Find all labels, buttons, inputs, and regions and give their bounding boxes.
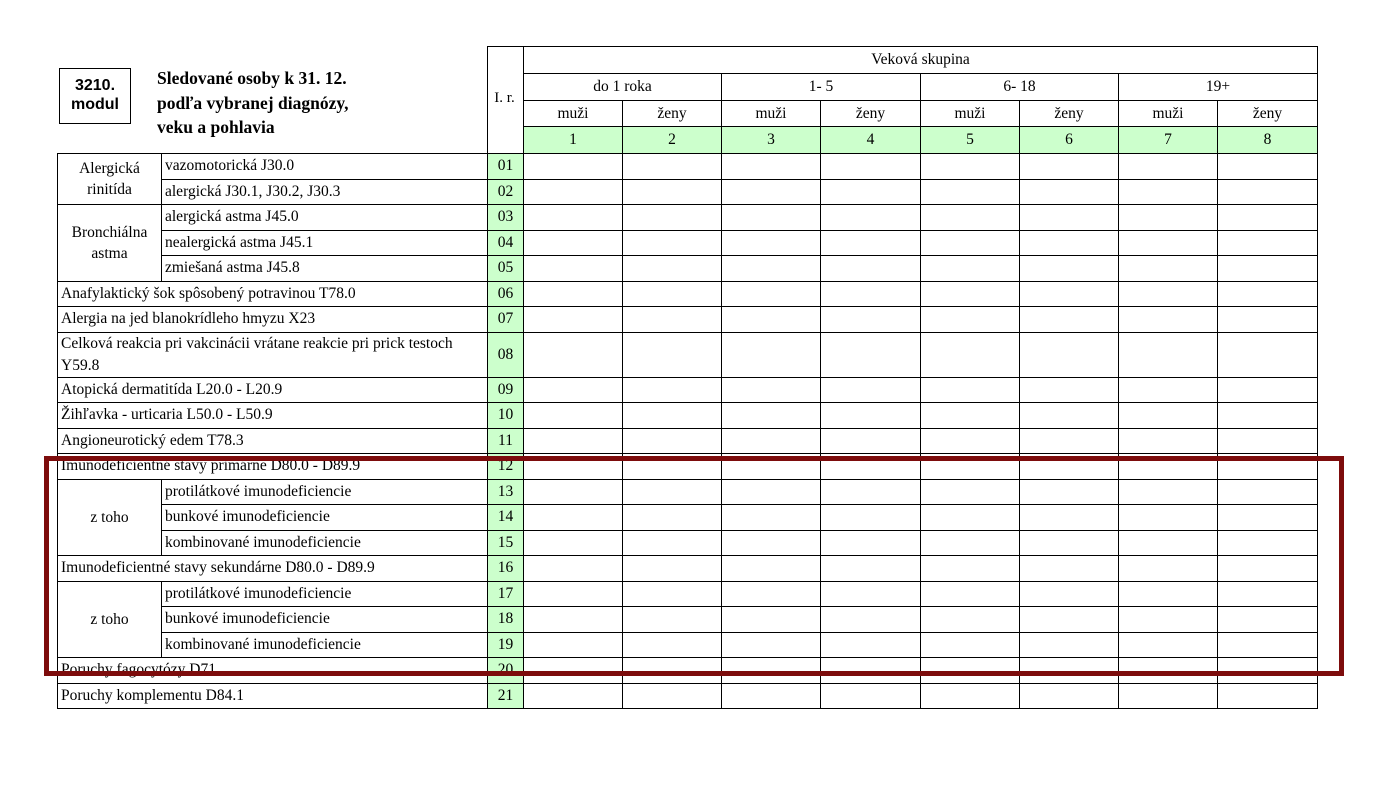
group-z-toho-secondary: z toho [58,581,162,658]
data-cell-col-6[interactable] [1020,632,1119,658]
data-cell-col-1[interactable] [524,479,623,505]
age-group-4: 19+ [1119,74,1318,101]
data-cell-col-7[interactable] [1119,581,1218,607]
module-number: 3210. [74,77,116,94]
data-cell-col-6[interactable] [1020,179,1119,205]
data-cell-col-1[interactable] [524,530,623,556]
data-cell-col-4[interactable] [821,581,921,607]
data-cell-col-4[interactable] [821,179,921,205]
data-cell-col-3[interactable] [722,377,821,403]
data-cell-col-1[interactable] [524,581,623,607]
data-cell-col-2[interactable] [623,505,722,531]
column-number-4: 4 [821,127,921,154]
row-label: bunkové imunodeficiencie [162,505,488,531]
data-cell-col-6[interactable] [1020,556,1119,582]
data-cell-col-3[interactable] [722,454,821,480]
data-cell-col-8[interactable] [1218,581,1318,607]
data-cell-col-5[interactable] [921,505,1020,531]
data-cell-col-7[interactable] [1119,332,1218,377]
data-cell-col-8[interactable] [1218,332,1318,377]
sex-label-3: muži [722,101,821,127]
data-cell-col-7[interactable] [1119,505,1218,531]
sex-label-8: ženy [1218,101,1318,127]
data-cell-col-8[interactable] [1218,256,1318,282]
data-cell-col-3[interactable] [722,632,821,658]
data-cell-col-6[interactable] [1020,683,1119,709]
data-cell-col-2[interactable] [623,658,722,684]
row-number: 14 [488,505,524,531]
data-cell-col-3[interactable] [722,556,821,582]
data-cell-col-4[interactable] [821,479,921,505]
data-cell-col-7[interactable] [1119,658,1218,684]
age-group-2: 1- 5 [722,74,921,101]
data-cell-col-8[interactable] [1218,403,1318,429]
data-cell-col-2[interactable] [623,256,722,282]
data-cell-col-3[interactable] [722,530,821,556]
data-cell-col-5[interactable] [921,607,1020,633]
data-cell-col-1[interactable] [524,505,623,531]
data-cell-col-8[interactable] [1218,179,1318,205]
data-cell-col-5[interactable] [921,428,1020,454]
title-line-1: Sledované osoby k 31. 12. [157,68,347,88]
data-cell-col-5[interactable] [921,179,1020,205]
data-cell-col-3[interactable] [722,581,821,607]
data-cell-col-4[interactable] [821,658,921,684]
data-cell-col-6[interactable] [1020,607,1119,633]
data-cell-col-1[interactable] [524,632,623,658]
row-number: 01 [488,154,524,180]
row-label: Atopická dermatitída L20.0 - L20.9 [58,377,488,403]
data-cell-col-3[interactable] [722,479,821,505]
data-cell-col-3[interactable] [722,505,821,531]
data-cell-col-1[interactable] [524,607,623,633]
data-cell-col-6[interactable] [1020,332,1119,377]
data-cell-col-5[interactable] [921,377,1020,403]
row-label: nealergická astma J45.1 [162,230,488,256]
row-number: 07 [488,307,524,333]
data-cell-col-8[interactable] [1218,683,1318,709]
row-number: 17 [488,581,524,607]
data-cell-col-5[interactable] [921,205,1020,231]
sex-label-2: ženy [623,101,722,127]
row-label: Imunodeficientné stavy sekundárne D80.0 - D89.9 [58,556,488,582]
data-cell-col-1[interactable] [524,428,623,454]
row-number: 06 [488,281,524,307]
row-label: Poruchy fagocytózy D71 [58,658,488,684]
data-cell-col-8[interactable] [1218,632,1318,658]
sex-label-6: ženy [1020,101,1119,127]
group-bronchialna-astma: Bronchiálna astma [58,205,162,282]
data-cell-col-7[interactable] [1119,632,1218,658]
data-cell-col-2[interactable] [623,479,722,505]
row-label: Žihľavka - urticaria L50.0 - L50.9 [58,403,488,429]
row-label: Alergia na jed blanokrídleho hmyzu X23 [58,307,488,333]
data-cell-col-5[interactable] [921,581,1020,607]
data-cell-col-7[interactable] [1119,154,1218,180]
data-cell-col-4[interactable] [821,530,921,556]
row-label: Anafylaktický šok spôsobený potravinou T78.0 [58,281,488,307]
data-cell-col-3[interactable] [722,256,821,282]
column-number-3: 3 [722,127,821,154]
data-cell-col-6[interactable] [1020,530,1119,556]
data-cell-col-1[interactable] [524,205,623,231]
data-cell-col-6[interactable] [1020,479,1119,505]
data-cell-col-4[interactable] [821,454,921,480]
data-cell-col-5[interactable] [921,256,1020,282]
data-cell-col-3[interactable] [722,154,821,180]
column-number-6: 6 [1020,127,1119,154]
row-number: 10 [488,403,524,429]
row-number: 03 [488,205,524,231]
column-number-8: 8 [1218,127,1318,154]
data-cell-col-8[interactable] [1218,154,1318,180]
row-label: Poruchy komplementu D84.1 [58,683,488,709]
row-label: kombinované imunodeficiencie [162,530,488,556]
data-cell-col-7[interactable] [1119,454,1218,480]
data-cell-col-7[interactable] [1119,307,1218,333]
row-label: Celková reakcia pri vakcinácii vrátane reakcie pri prick testoch Y59.8 [58,332,488,377]
data-cell-col-5[interactable] [921,530,1020,556]
data-cell-col-5[interactable] [921,307,1020,333]
row-number: 02 [488,179,524,205]
row-number: 08 [488,332,524,377]
group-z-toho-primary: z toho [58,479,162,556]
data-cell-col-1[interactable] [524,658,623,684]
row-label: alergická J30.1, J30.2, J30.3 [162,179,488,205]
data-cell-col-2[interactable] [623,205,722,231]
row-number: 04 [488,230,524,256]
data-cell-col-2[interactable] [623,530,722,556]
data-cell-col-8[interactable] [1218,556,1318,582]
data-cell-col-2[interactable] [623,428,722,454]
data-cell-col-1[interactable] [524,307,623,333]
row-label: protilátkové imunodeficiencie [162,581,488,607]
data-cell-col-4[interactable] [821,556,921,582]
data-cell-col-3[interactable] [722,230,821,256]
sex-label-4: ženy [821,101,921,127]
column-number-2: 2 [623,127,722,154]
row-label: Imunodeficientné stavy primárne D80.0 - D89.9 [58,454,488,480]
data-cell-col-1[interactable] [524,377,623,403]
data-cell-col-2[interactable] [623,230,722,256]
data-cell-col-8[interactable] [1218,658,1318,684]
data-cell-col-1[interactable] [524,230,623,256]
data-cell-col-3[interactable] [722,205,821,231]
data-cell-col-5[interactable] [921,281,1020,307]
data-cell-col-5[interactable] [921,683,1020,709]
row-label: kombinované imunodeficiencie [162,632,488,658]
data-cell-col-6[interactable] [1020,154,1119,180]
data-cell-col-2[interactable] [623,556,722,582]
data-cell-col-5[interactable] [921,632,1020,658]
header-blank [58,101,488,127]
data-cell-col-1[interactable] [524,154,623,180]
row-number-header-cell [488,47,524,154]
data-cell-col-4[interactable] [821,505,921,531]
data-cell-col-7[interactable] [1119,556,1218,582]
data-cell-col-5[interactable] [921,154,1020,180]
row-label: vazomotorická J30.0 [162,154,488,180]
row-label: Angioneurotický edem T78.3 [58,428,488,454]
data-cell-col-2[interactable] [623,179,722,205]
module-label: modul [71,96,119,113]
column-number-5: 5 [921,127,1020,154]
row-number: 19 [488,632,524,658]
data-cell-col-6[interactable] [1020,205,1119,231]
data-cell-col-6[interactable] [1020,454,1119,480]
data-cell-col-5[interactable] [921,332,1020,377]
data-cell-col-1[interactable] [524,556,623,582]
data-cell-col-5[interactable] [921,454,1020,480]
data-cell-col-8[interactable] [1218,205,1318,231]
data-cell-col-4[interactable] [821,377,921,403]
data-cell-col-2[interactable] [623,454,722,480]
row-label: protilátkové imunodeficiencie [162,479,488,505]
data-cell-col-2[interactable] [623,403,722,429]
data-cell-col-4[interactable] [821,632,921,658]
data-cell-col-2[interactable] [623,307,722,333]
data-cell-col-2[interactable] [623,332,722,377]
column-number-1: 1 [524,127,623,154]
data-cell-col-8[interactable] [1218,307,1318,333]
data-cell-col-6[interactable] [1020,256,1119,282]
data-cell-col-7[interactable] [1119,230,1218,256]
data-cell-col-8[interactable] [1218,377,1318,403]
row-number: 16 [488,556,524,582]
data-cell-col-7[interactable] [1119,530,1218,556]
data-cell-col-8[interactable] [1218,530,1318,556]
data-cell-col-5[interactable] [921,479,1020,505]
data-cell-col-5[interactable] [921,230,1020,256]
row-number-header: I. r. [494,90,515,106]
sex-label-5: muži [921,101,1020,127]
data-cell-col-7[interactable] [1119,179,1218,205]
data-cell-col-4[interactable] [821,230,921,256]
data-cell-col-6[interactable] [1020,505,1119,531]
data-cell-col-2[interactable] [623,632,722,658]
row-number: 05 [488,256,524,282]
data-cell-col-2[interactable] [623,154,722,180]
data-cell-col-2[interactable] [623,607,722,633]
data-cell-col-2[interactable] [623,581,722,607]
data-cell-col-7[interactable] [1119,281,1218,307]
data-cell-col-8[interactable] [1218,454,1318,480]
data-cell-col-4[interactable] [821,403,921,429]
data-cell-col-4[interactable] [821,256,921,282]
data-cell-col-8[interactable] [1218,479,1318,505]
data-cell-col-3[interactable] [722,683,821,709]
data-cell-col-4[interactable] [821,307,921,333]
age-group-1: do 1 roka [524,74,722,101]
title-line-3: veku a pohlavia [157,117,275,137]
data-cell-col-4[interactable] [821,281,921,307]
data-cell-col-7[interactable] [1119,205,1218,231]
sex-label-1: muži [524,101,623,127]
data-cell-col-8[interactable] [1218,428,1318,454]
data-cell-col-3[interactable] [722,307,821,333]
data-cell-col-1[interactable] [524,683,623,709]
row-label: bunkové imunodeficiencie [162,607,488,633]
data-cell-col-1[interactable] [524,332,623,377]
data-cell-col-1[interactable] [524,403,623,429]
data-cell-col-1[interactable] [524,281,623,307]
data-cell-col-2[interactable] [623,377,722,403]
group-alergicka-rinitida: Alergická rinitída [58,154,162,205]
sex-label-7: muži [1119,101,1218,127]
data-cell-col-7[interactable] [1119,683,1218,709]
row-number: 18 [488,607,524,633]
data-cell-col-5[interactable] [921,658,1020,684]
data-cell-col-6[interactable] [1020,658,1119,684]
data-cell-col-1[interactable] [524,454,623,480]
data-cell-col-2[interactable] [623,683,722,709]
row-label: zmiešaná astma J45.8 [162,256,488,282]
data-cell-col-4[interactable] [821,332,921,377]
data-cell-col-4[interactable] [821,607,921,633]
data-cell-col-3[interactable] [722,281,821,307]
title-line-2: podľa vybranej diagnózy, [157,92,349,113]
row-number: 15 [488,530,524,556]
data-cell-col-6[interactable] [1020,581,1119,607]
data-cell-col-3[interactable] [722,428,821,454]
row-number: 21 [488,683,524,709]
data-cell-col-6[interactable] [1020,403,1119,429]
data-cell-col-3[interactable] [722,332,821,377]
data-cell-col-1[interactable] [524,179,623,205]
data-cell-col-7[interactable] [1119,403,1218,429]
data-cell-col-8[interactable] [1218,281,1318,307]
data-cell-col-3[interactable] [722,658,821,684]
data-cell-col-4[interactable] [821,154,921,180]
header-blank [58,74,488,101]
data-cell-col-7[interactable] [1119,256,1218,282]
data-cell-col-3[interactable] [722,607,821,633]
column-number-7: 7 [1119,127,1218,154]
header-blank [58,47,488,74]
data-cell-col-6[interactable] [1020,428,1119,454]
data-cell-col-7[interactable] [1119,428,1218,454]
data-cell-col-1[interactable] [524,256,623,282]
data-cell-col-2[interactable] [623,281,722,307]
row-number: 11 [488,428,524,454]
data-cell-col-3[interactable] [722,403,821,429]
data-cell-col-6[interactable] [1020,230,1119,256]
age-group-3: 6- 18 [921,74,1119,101]
data-cell-col-4[interactable] [821,205,921,231]
row-number: 09 [488,377,524,403]
data-cell-col-6[interactable] [1020,307,1119,333]
data-cell-col-8[interactable] [1218,607,1318,633]
data-cell-col-7[interactable] [1119,607,1218,633]
data-cell-col-5[interactable] [921,556,1020,582]
data-cell-col-7[interactable] [1119,377,1218,403]
data-cell-col-6[interactable] [1020,377,1119,403]
data-cell-col-3[interactable] [722,179,821,205]
data-cell-col-4[interactable] [821,428,921,454]
age-group-header: Veková skupina [524,47,1318,74]
report-table [57,46,1318,709]
data-cell-col-7[interactable] [1119,479,1218,505]
data-cell-col-5[interactable] [921,403,1020,429]
row-number: 12 [488,454,524,480]
row-label: alergická astma J45.0 [162,205,488,231]
row-number: 13 [488,479,524,505]
row-number: 20 [488,658,524,684]
data-cell-col-8[interactable] [1218,230,1318,256]
data-cell-col-6[interactable] [1020,281,1119,307]
data-cell-col-4[interactable] [821,683,921,709]
header-blank [58,127,488,154]
data-cell-col-8[interactable] [1218,505,1318,531]
